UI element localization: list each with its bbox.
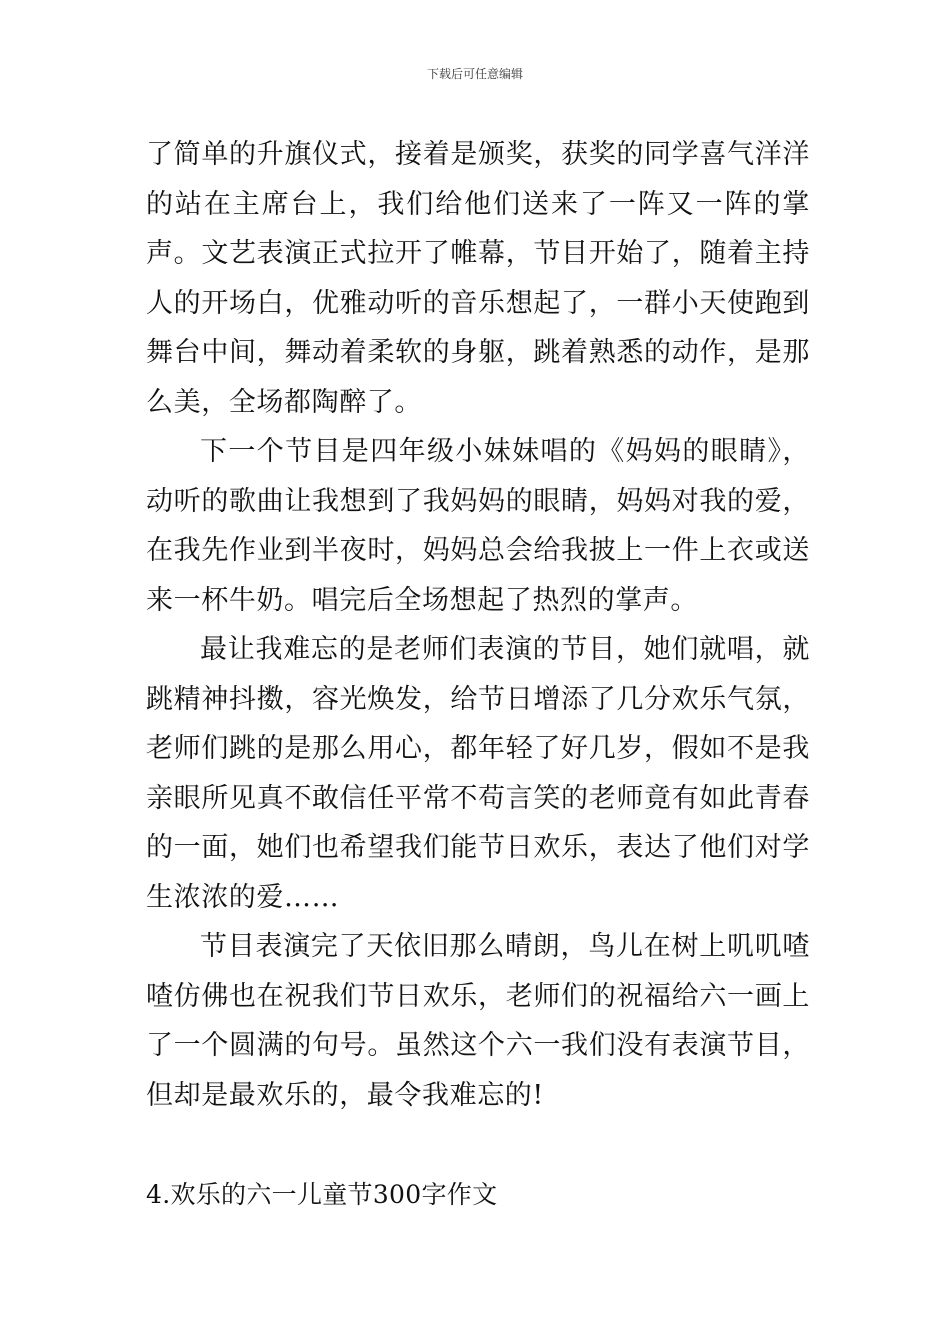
paragraph-ending: 节目表演完了天依旧那么晴朗，鸟儿在树上叽叽喳喳仿佛也在祝我们节日欢乐，老师们的祝福给六一画上了一个圆满的句号。虽然这个六一我们没有表演节目，但却是最欢乐的，最令我难忘的!: [146, 931, 810, 1111]
paragraph-song: 下一个节目是四年级小妹妹唱的《妈妈的眼睛》，动听的歌曲让我想到了我妈妈的眼睛，妈妈对我的爱，在我先作业到半夜时，妈妈总会给我披上一件上衣或送来一杯牛奶。唱完后全场想起了热烈的掌声。: [146, 436, 810, 616]
paragraph-continuation: 了简单的升旗仪式，接着是颁奖，获奖的同学喜气洋洋的站在主席台上，我们给他们送来了一阵又一阵的掌声。文艺表演正式拉开了帷幕，节目开始了，随着主持人的开场白，优雅动听的音乐想起了，一群小天使跑到舞台中间，舞动着柔软的身躯，跳着熟悉的动作，是那么美，全场都陶醉了。: [146, 139, 810, 418]
section-spacer: [146, 1120, 810, 1170]
page-header: 下载后可任意编辑: [426, 67, 523, 81]
section-title: 4.欢乐的六一儿童节300字作文: [146, 1179, 498, 1209]
paragraph-teachers: 最让我难忘的是老师们表演的节目，她们就唱，就跳精神抖擞，容光焕发，给节日增添了几分欢乐气氛，老师们跳的是那么用心，都年轻了好几岁，假如不是我亲眼所见真不敢信任平常不苟言笑的老师竟有如此青春的一面，她们也希望我们能节日欢乐，表达了他们对学生浓浓的爱……: [146, 634, 810, 913]
document-body: [146, 130, 810, 1219]
